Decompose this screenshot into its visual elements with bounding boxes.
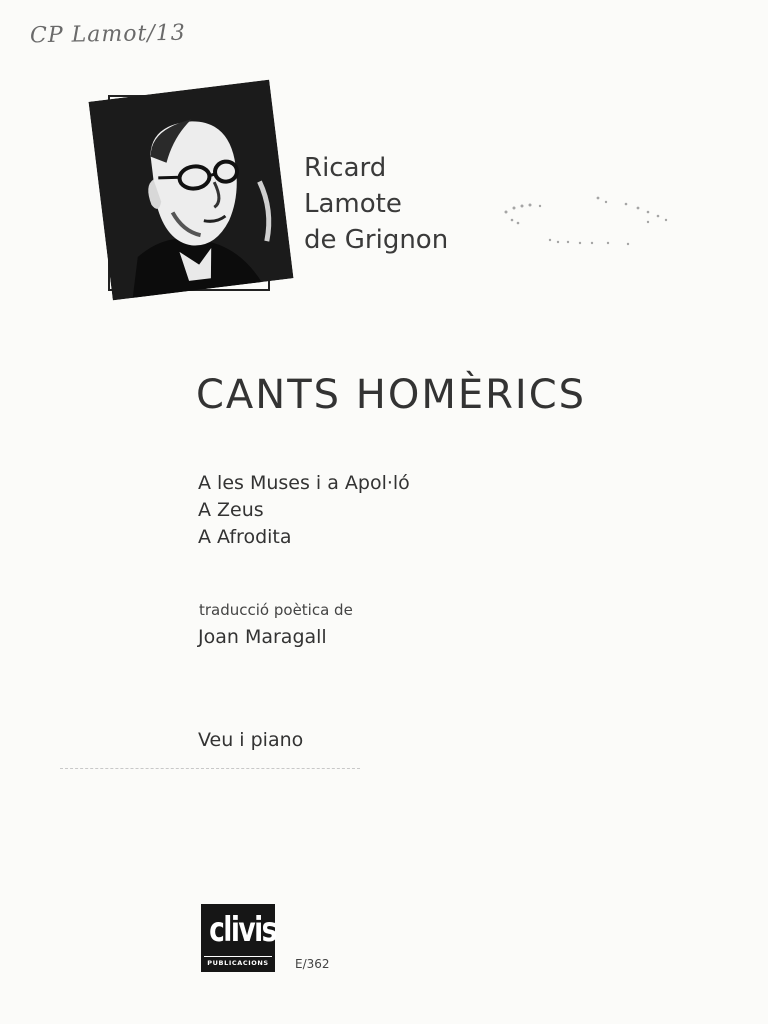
song-list [198, 470, 410, 551]
author-first-name: Ricard [304, 153, 387, 183]
translator-name: Joan Maragall [198, 626, 327, 648]
author-surname: Lamote [304, 189, 402, 219]
song-item: A les Muses i a Apol·ló [198, 472, 410, 494]
scoring: Veu i piano [198, 729, 304, 751]
song-item: A Afrodita [198, 526, 292, 548]
author-surname-2: de Grignon [304, 225, 449, 255]
library-stamp [488, 190, 688, 260]
translation-label: traducció poètica de [199, 601, 353, 619]
page-title: CANTS HOMÈRICS [196, 372, 587, 418]
song-item: A Zeus [198, 499, 264, 521]
publisher-logo-word: clivis [209, 910, 276, 950]
publisher-logo-subtitle: PUBLICACIONS [204, 956, 272, 969]
author-name [304, 150, 448, 258]
publisher-logo [201, 904, 275, 972]
catalog-number: E/362 [295, 957, 330, 971]
composer-portrait [88, 80, 293, 301]
scan-artifact-line [60, 768, 360, 770]
handwritten-shelfmark: CP Lamot/13 [29, 20, 186, 49]
